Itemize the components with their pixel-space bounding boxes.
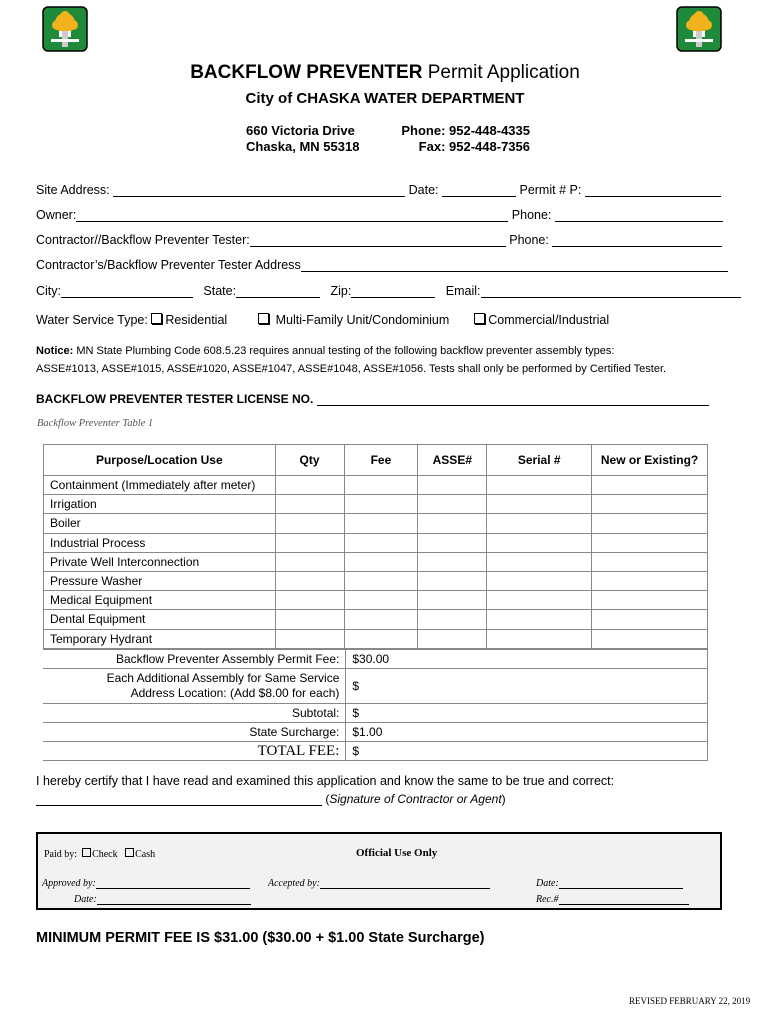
qty-cell[interactable] [275,629,344,648]
asse-cell[interactable] [418,514,487,533]
row-label: Temporary Hydrant [44,629,276,648]
serial-cell[interactable] [487,514,592,533]
table-row [44,514,708,533]
fee-cell[interactable] [344,495,418,514]
table-row [44,495,708,514]
table-row [44,591,708,610]
qty-cell[interactable] [275,591,344,610]
table-row [44,629,708,648]
city-logo-icon [676,6,722,52]
rec-field[interactable] [559,894,689,905]
new-existing-cell[interactable] [592,591,708,610]
contact-numbers: Phone: 952-448-4335 Fax: 952-448-7356 [401,123,530,154]
city-field[interactable] [61,284,193,298]
residential-checkbox[interactable] [151,313,162,324]
city-row: City: State: Zip: Email: [36,284,741,298]
asse-cell[interactable] [418,495,487,514]
fee-cell[interactable] [344,591,418,610]
row-label: Pressure Washer [44,571,276,590]
fee-row [43,669,708,704]
asse-cell[interactable] [418,552,487,571]
table-caption: Backflow Preventer Table 1 [37,418,154,429]
fee-row [43,704,708,723]
owner-field[interactable] [76,208,508,222]
owner-phone-field[interactable] [555,208,723,222]
total-fee-label: TOTAL FEE: [43,742,346,761]
notice-text: Notice: MN State Plumbing Code 608.5.23 requires annual testing of the following backflow preventer assembly types: ASSE#1013, ASSE#1015, ASSE#1020, ASSE#1047, ASSE#1048, ASSE#1056. Tests shall only be performed by Certified Tester. [36,345,667,375]
new-existing-cell[interactable] [592,533,708,552]
fee-cell[interactable] [344,533,418,552]
new-existing-cell[interactable] [592,571,708,590]
serial-cell[interactable] [487,571,592,590]
row-label: Medical Equipment [44,591,276,610]
serial-cell[interactable] [487,629,592,648]
official-use-box [36,832,722,910]
table-header-row [44,445,708,476]
commercial-checkbox[interactable] [474,313,485,324]
subtotal-value[interactable]: $ [346,704,708,723]
column-header: Fee [344,445,418,476]
accepted-by-field[interactable] [320,878,490,889]
new-existing-cell[interactable] [592,629,708,648]
table-row [44,552,708,571]
fee-table [43,649,708,761]
fee-cell[interactable] [344,610,418,629]
row-label: Containment (Immediately after meter) [44,476,276,495]
asse-cell[interactable] [418,629,487,648]
table-row [44,571,708,590]
minimum-fee-notice: MINIMUM PERMIT FEE IS $31.00 ($30.00 + $1.00 State Surcharge) [36,930,485,946]
qty-cell[interactable] [275,476,344,495]
qty-cell[interactable] [275,495,344,514]
asse-cell[interactable] [418,476,487,495]
permit-field[interactable] [585,183,721,197]
contractor-address-field[interactable] [301,258,728,272]
new-existing-cell[interactable] [592,552,708,571]
site-address-row: Site Address: Date: Permit # P: [36,183,721,197]
column-header: Purpose/Location Use [44,445,276,476]
check-checkbox[interactable] [82,848,91,857]
total-fee-value[interactable]: $ [346,742,708,761]
fee-cell[interactable] [344,476,418,495]
serial-cell[interactable] [487,591,592,610]
license-field[interactable] [317,392,709,406]
row-label: Dental Equipment [44,610,276,629]
water-service-row: Water Service Type: Residential Multi-Family Unit/Condominium Commercial/Industrial [36,313,610,327]
fee-row [43,723,708,742]
email-field[interactable] [481,284,741,298]
state-field[interactable] [236,284,320,298]
asse-cell[interactable] [418,610,487,629]
city-logo-icon [42,6,88,52]
multi-family-checkbox[interactable] [258,313,269,324]
fee-cell[interactable] [344,629,418,648]
page-subtitle: City of CHASKA WATER DEPARTMENT [245,90,525,107]
page-title: BACKFLOW PREVENTER Permit Application [190,62,580,83]
contractor-phone-field[interactable] [552,233,722,247]
signature-field[interactable] [36,792,322,806]
surcharge-value: $1.00 [346,723,708,742]
paid-by-row: Paid by: Check Cash [44,849,156,860]
cash-checkbox[interactable] [125,848,134,857]
column-header: Serial # [487,445,592,476]
site-address-field[interactable] [113,183,405,197]
additional-fee-value[interactable]: $ [346,669,708,704]
permit-fee-value: $30.00 [346,650,708,669]
column-header: Qty [275,445,344,476]
approval-date-field[interactable] [97,894,251,905]
street-address: 660 Victoria Drive Chaska, MN 55318 [246,123,360,154]
contractor-row: Contractor//Backflow Preventer Tester: Phone: [36,233,722,247]
new-existing-cell[interactable] [592,610,708,629]
asse-cell[interactable] [418,571,487,590]
contractor-address-row: Contractor’s/Backflow Preventer Tester Address [36,258,728,272]
certify-text: I hereby certify that I have read and examined this application and know the same to be true and correct: [36,774,615,788]
subtotal-label: Subtotal: [43,704,346,723]
row-label: Irrigation [44,495,276,514]
qty-cell[interactable] [275,514,344,533]
row-label: Private Well Interconnection [44,552,276,571]
serial-cell[interactable] [487,495,592,514]
row-label: Industrial Process [44,533,276,552]
serial-cell[interactable] [487,610,592,629]
signature-row: (Signature of Contractor or Agent) [36,792,506,806]
asse-cell[interactable] [418,533,487,552]
new-existing-cell[interactable] [592,495,708,514]
additional-fee-label: Each Additional Assembly for Same Service Address Location: (Add $8.00 for each) [43,669,346,704]
asse-cell[interactable] [418,591,487,610]
row-label: Boiler [44,514,276,533]
qty-cell[interactable] [275,571,344,590]
serial-cell[interactable] [487,552,592,571]
rec-row: Rec.# [536,894,689,905]
column-header: ASSE# [418,445,487,476]
table-row [44,533,708,552]
contractor-field[interactable] [250,233,506,247]
approved-by-row: Approved by: [42,878,250,889]
date-field[interactable] [442,183,516,197]
revision-date: REVISED FEBRUARY 22, 2019 [629,996,751,1006]
accepted-by-row: Accepted by: [268,878,490,889]
table-row [44,476,708,495]
qty-cell[interactable] [275,552,344,571]
approved-by-field[interactable] [96,878,250,889]
new-existing-cell[interactable] [592,514,708,533]
surcharge-label: State Surcharge: [43,723,346,742]
fee-row [43,650,708,669]
column-header: New or Existing? [592,445,708,476]
serial-cell[interactable] [487,533,592,552]
qty-cell[interactable] [275,610,344,629]
office-date-field[interactable] [559,878,683,889]
approval-date-row: Date: [74,894,251,905]
assembly-table [43,444,708,649]
owner-row: Owner: Phone: [36,208,723,222]
new-existing-cell[interactable] [592,476,708,495]
license-row: BACKFLOW PREVENTER TESTER LICENSE NO. [36,392,709,406]
fee-cell[interactable] [344,552,418,571]
fee-cell[interactable] [344,514,418,533]
permit-fee-label: Backflow Preventer Assembly Permit Fee: [43,650,346,669]
table-row [44,610,708,629]
office-date-row: Date: [536,878,683,889]
fee-cell[interactable] [344,571,418,590]
zip-field[interactable] [351,284,435,298]
fee-row [43,742,708,761]
official-use-title: Official Use Only [356,847,438,859]
serial-cell[interactable] [487,476,592,495]
qty-cell[interactable] [275,533,344,552]
